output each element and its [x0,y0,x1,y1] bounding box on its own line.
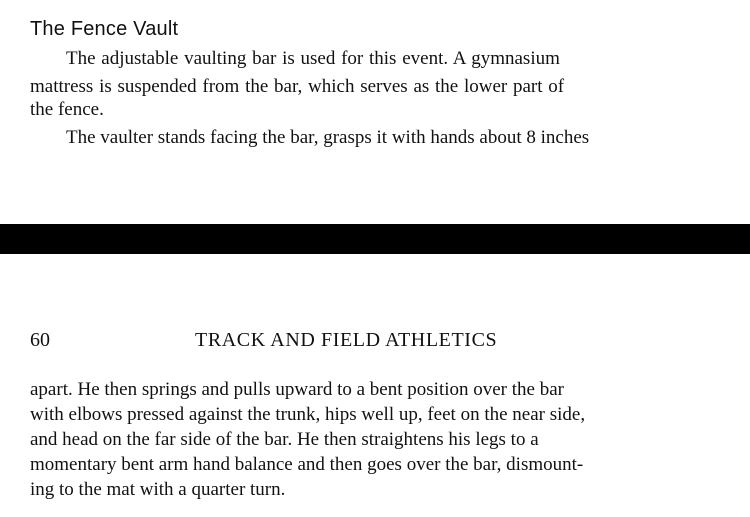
section-heading: The Fence Vault [30,18,179,40]
text-line: and head on the far side of the bar. He then straightens his legs to a [30,429,539,450]
text-line: with elbows pressed against the trunk, hips well up, feet on the near side, [30,404,586,425]
text-line: the fence. [30,99,104,120]
running-head: TRACK AND FIELD ATHLETICS [195,329,498,351]
text-line: apart. He then springs and pulls upward to a bent position over the bar [30,379,564,400]
text-line: The adjustable vaulting bar is used for this event. A gymnasium [66,48,560,69]
text-line: ing to the mat with a quarter turn. [30,479,286,500]
page-number: 60 [30,329,50,351]
text-line: momentary bent arm hand balance and then goes over the bar, dismount- [30,454,584,475]
page-divider [0,224,750,254]
text-line: The vaulter stands facing the bar, grasps it with hands about 8 inches [66,127,590,148]
text-line: mattress is suspended from the bar, which serves as the lower part of [30,76,565,97]
